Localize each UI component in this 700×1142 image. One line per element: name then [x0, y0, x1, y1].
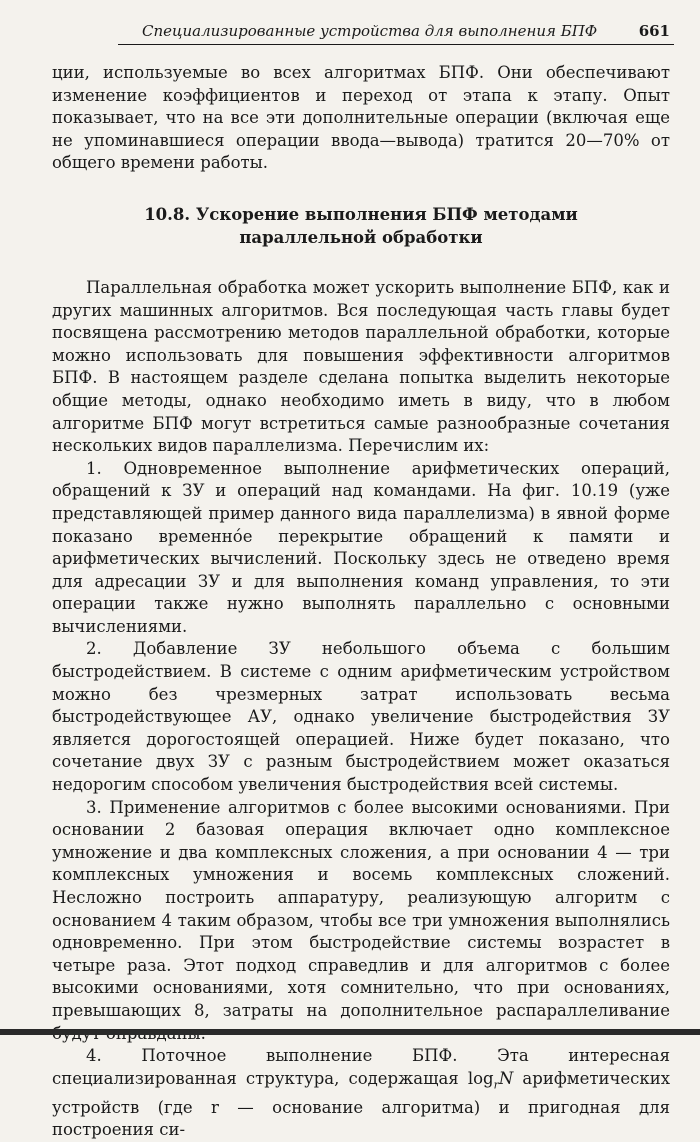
paragraph-item-2: 2. Добавление ЗУ небольшого объема с большим быстродействием. В системе с одним арифметическим устройством можно без чрезмерных затрат использовать весьма быстродействующее АУ, однако увеличение быстродействия ЗУ является дорогостоящей операцией. Ниже будет показано, что сочетание двух ЗУ с разным быстродействием может оказаться недорогим способом увеличения быстродействия всей системы. [52, 639, 670, 795]
body-text [52, 62, 670, 1142]
section-heading-line-1: 10.8. Ускорение выполнения БПФ методами [144, 204, 578, 224]
section-heading-line-2: параллельной обработки [239, 227, 483, 247]
item-4-text-before: 4. Поточное выполнение БПФ. Эта интересная специализированная структура, содержащая log [52, 1046, 670, 1088]
paragraph-item-4 [52, 1045, 670, 1142]
running-head-title: Специализированные устройства для выполнения БПФ [142, 22, 598, 40]
page-number: 661 [638, 22, 670, 40]
variable-n: N [498, 1068, 514, 1088]
paragraph-item-3: 3. Применение алгоритмов с более высокими основаниями. При основании 2 базовая операция включает одно комплексное умножение и два комплексных сложения, а при основании 4 — три комплексных умножения и восемь комплексных сложений. Несложно построить аппаратуру, реализующую алгоритм с основанием 4 таким образом, чтобы все три умножения выполнялись одновременно. При этом быстродействие системы возрастет в четыре раза. Этот подход справедлив и для алгоритмов с более высокими основаниями, хотя сомнительно, что при основаниях, превышающих 8, затраты на дополнительное распараллеливание [52, 797, 670, 1020]
running-head [118, 20, 674, 45]
paragraph-intro: Параллельная обработка может ускорить выполнение БПФ, как и других машинных алгоритмов. Вся последующая часть главы будет посвящена рассмотрению методов параллельной обработки, которые можно использовать для повышения эффективности алгоритмов БПФ. В настоящем разделе сделана попытка выделить некоторые общие методы, однако необходимо иметь в виду, что в любом алгоритме БПФ могут встретиться самые разнообразные сочетания нескольких видов параллелизма. Перечислим их: [52, 277, 670, 456]
section-heading [52, 203, 670, 249]
item-4-text-after: арифметических устройств (где r — основание алгоритма) и пригодная для построения си- [52, 1068, 670, 1140]
log-base-subscript: r [493, 1078, 499, 1092]
continuation-paragraph: ции, используемые во всех алгоритмах БПФ. Они обеспечивают изменение коэффициентов и переход от этапа к этапу. Опыт показывает, что на все эти дополнительные операции (включая еще не упоминавшиеся операции ввода—вывода) тратится 20—70% от общего времени работы. [52, 63, 670, 173]
paragraph-item-1: 1. Одновременное выполнение арифметических операций, обращений к ЗУ и операций над командами. На фиг. 10.19 (уже представляющей пример данного вида параллелизма) в явной форме показано временнóе перекрытие обращений к памяти и арифметических вычислений. Поскольку здесь не отведено время для адресации ЗУ и для выполнения команд управления, то эти операции также нужно выполнять параллельно с основными вычислениями. [52, 458, 670, 636]
page-bottom-edge [0, 1029, 700, 1035]
